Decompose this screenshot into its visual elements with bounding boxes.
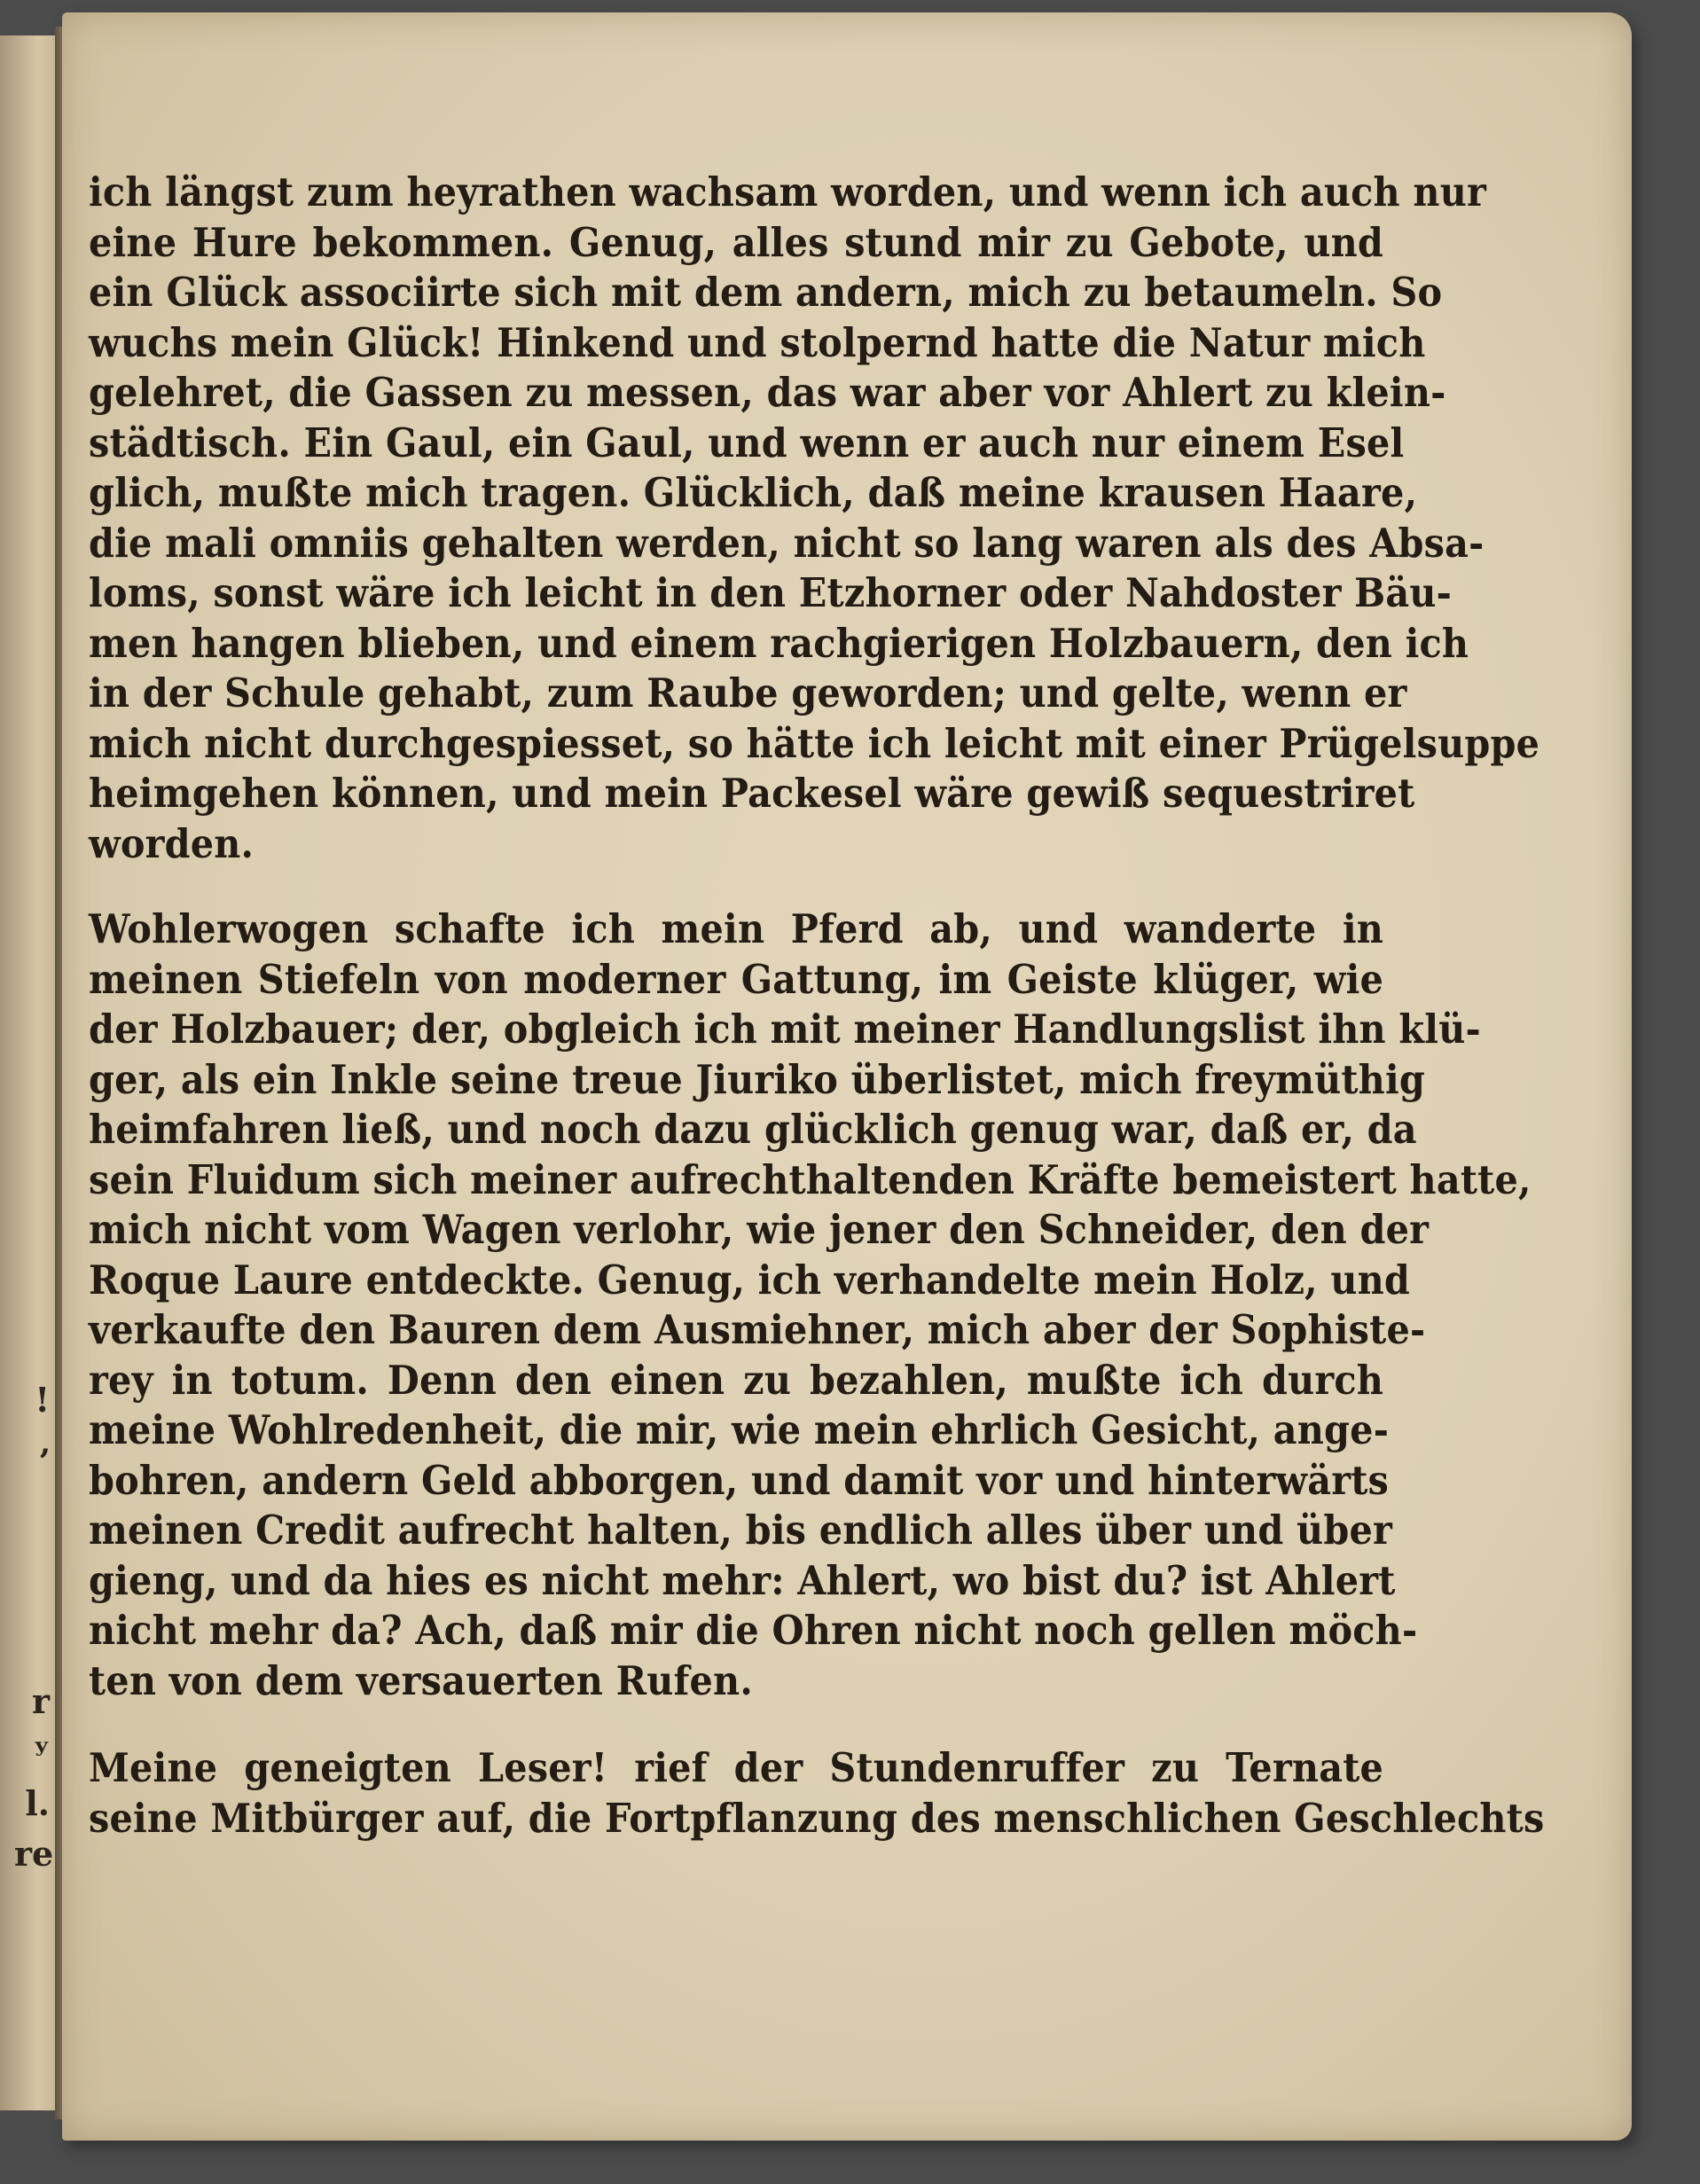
margin-fragment: ! xyxy=(35,1380,50,1420)
text-line: meinen Credit aufrecht halten, bis endlich alles über und über xyxy=(89,1507,1393,1554)
text-line: sein Fluidum sich meiner aufrechthaltenden Kräfte bemeistert hatte, xyxy=(89,1155,1532,1203)
text-line: verkaufte den Bauren dem Ausmiehner, mich aber der Sophiste- xyxy=(89,1306,1426,1353)
text-line: wuchs mein Glück! Hinkend und stolpernd hatte die Natur mich xyxy=(89,318,1426,366)
margin-fragment: r xyxy=(31,1681,50,1721)
margin-fragment: l. xyxy=(25,1783,50,1823)
text-line: heimfahren ließ, und noch dazu glücklich genug war, daß er, da xyxy=(89,1106,1417,1153)
text-line: mich nicht durchgespiesset, so hätte ich leicht mit einer Prügelsuppe xyxy=(89,719,1540,767)
text-line: Wohlerwogen schafte ich mein Pferd ab, und wanderte in xyxy=(89,905,1384,952)
margin-fragment: re xyxy=(14,1834,54,1874)
text-line: nicht mehr da? Ach, daß mir die Ohren nicht noch gellen möch- xyxy=(89,1607,1418,1654)
margin-fragment: ʸ xyxy=(33,1730,50,1770)
facing-page-edge xyxy=(0,35,58,2110)
text-line: gelehret, die Gassen zu messen, das war aber vor Ahlert zu klein- xyxy=(89,369,1446,416)
page-text xyxy=(89,168,1545,1843)
paragraph-3 xyxy=(89,1743,1545,1843)
text-line: Meine geneigten Leser! rief der Stundenruffer zu Ternate xyxy=(89,1744,1384,1791)
paragraph-1 xyxy=(89,168,1540,869)
paragraph-spacer xyxy=(89,869,1383,904)
text-line: städtisch. Ein Gaul, ein Gaul, und wenn er auch nur einem Esel xyxy=(89,419,1405,466)
text-line: der Holzbauer; der, obgleich ich mit meiner Handlungslist ihn klü- xyxy=(89,1006,1481,1053)
text-line: gieng, und da hies es nicht mehr: Ahlert, wo bist du? ist Ahlert xyxy=(89,1556,1396,1604)
text-line: worden. xyxy=(89,819,255,867)
text-line: meine Wohlredenheit, die mir, wie mein ehrlich Gesicht, ange- xyxy=(89,1406,1390,1453)
text-line: Roque Laure entdeckte. Genug, ich verhandelte mein Holz, und xyxy=(89,1256,1411,1303)
text-line: heimgehen können, und mein Packesel wäre gewiß sequestriret xyxy=(89,770,1415,817)
text-line: die mali omniis gehalten werden, nicht so lang waren als des Absa- xyxy=(89,519,1485,567)
text-line: ten von dem versauerten Rufen. xyxy=(89,1656,753,1704)
paragraph-spacer xyxy=(89,1706,1383,1743)
text-line: loms, sonst wäre ich leicht in den Etzhorner oder Nahdoster Bäu- xyxy=(89,569,1453,616)
text-line: bohren, andern Geld abborgen, und damit vor und hinterwärts xyxy=(89,1456,1390,1504)
page xyxy=(62,12,1632,2141)
margin-fragment: ʼ xyxy=(37,1442,50,1482)
text-line: in der Schule gehabt, zum Raube geworden; und gelte, wenn er xyxy=(89,669,1407,716)
paragraph-2 xyxy=(89,904,1532,1706)
text-line: seine Mitbürger auf, die Fortpflanzung des menschlichen Geschlechts xyxy=(89,1794,1545,1842)
text-line: ein Glück associirte sich mit dem andern, mich zu betaumeln. So xyxy=(89,269,1443,316)
text-line: ich längst zum heyrathen wachsam worden, und wenn ich auch nur xyxy=(89,168,1487,215)
text-line: eine Hure bekommen. Genug, alles stund mir zu Gebote, und xyxy=(89,218,1384,266)
text-line: ger, als ein Inkle seine treue Jiuriko überlistet, mich freymüthig xyxy=(89,1055,1426,1103)
text-line: mich nicht vom Wagen verlohr, wie jener den Schneider, den der xyxy=(89,1206,1430,1253)
text-line: men hangen blieben, und einem rachgierigen Holzbauern, den ich xyxy=(89,619,1469,667)
text-line: rey in totum. Denn den einen zu bezahlen, mußte ich durch xyxy=(89,1356,1384,1404)
text-line: meinen Stiefeln von moderner Gattung, im Geiste klüger, wie xyxy=(89,955,1384,1003)
text-line: glich, mußte mich tragen. Glücklich, daß meine krausen Haare, xyxy=(89,469,1418,516)
